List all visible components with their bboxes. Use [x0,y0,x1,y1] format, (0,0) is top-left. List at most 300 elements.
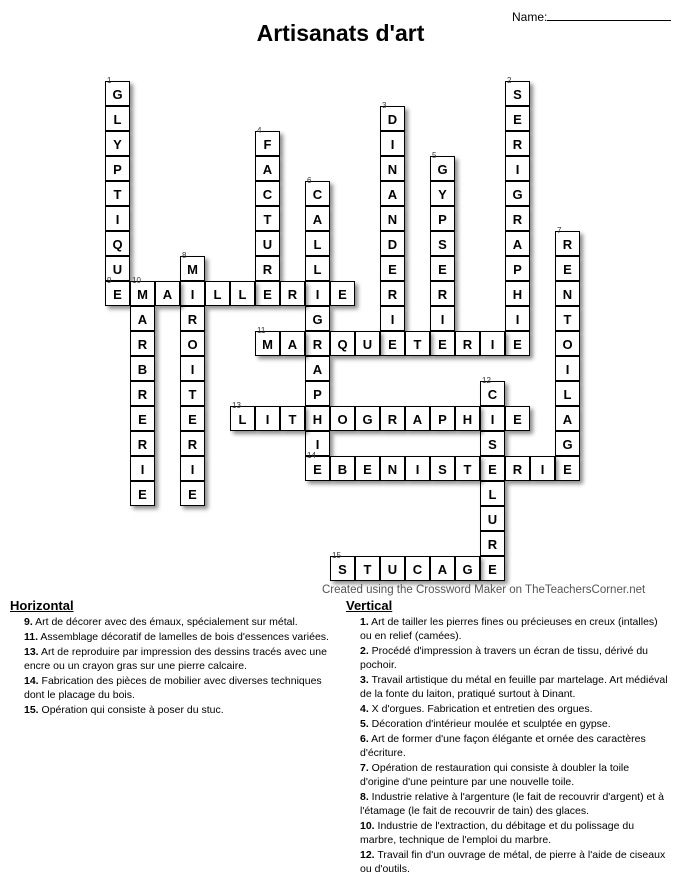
clue-number: 13 [232,401,241,410]
grid-cell[interactable] [130,431,155,456]
grid-cell[interactable] [555,431,580,456]
cell-letter: I [390,312,395,327]
cell-letter: N [387,462,398,477]
cell-letter: H [512,287,523,302]
cell-letter: E [438,337,447,352]
grid-cell[interactable] [480,376,505,406]
cell-letter: A [137,312,148,327]
grid-cell[interactable] [505,281,530,306]
grid-cell[interactable] [555,381,580,406]
cell-letter: R [512,212,523,227]
cell-letter: I [190,287,195,302]
grid-cell[interactable] [305,406,330,431]
clue-text: Travail fin d'un ouvrage de métal, de pierre à l'aide de ciseaux ou d'outils. [360,849,666,875]
cell-letter: G [462,562,473,577]
cell-letter: L [213,287,222,302]
cell-letter: G [437,162,448,177]
grid-cell[interactable] [480,481,505,506]
grid-cell[interactable] [105,76,130,106]
grid-cell[interactable] [255,406,280,431]
cell-letter: A [287,337,298,352]
down-clue [346,732,671,760]
clue-number: 8 [182,251,187,260]
clue-text: Art de tailler les pierres fines ou précieuses en creux (intalles) ou en relief (camées). [360,616,658,642]
grid-cell[interactable] [380,181,405,206]
grid-cell[interactable] [330,406,355,431]
clue-number: 1. [360,616,369,628]
cell-letter: E [138,487,147,502]
grid-cell[interactable] [255,156,280,181]
grid-cell[interactable] [330,331,355,356]
grid-cell[interactable] [480,406,505,431]
clue-text: Industrie de l'extraction, du débitage et du polissage du marbre, technique de l'emploi du marbre. [360,820,635,846]
grid-cell[interactable] [405,556,430,581]
grid-cell[interactable] [305,331,330,356]
clue-number: 9. [24,616,33,628]
cell-letter: R [512,137,523,152]
cell-letter: A [512,237,523,252]
cell-letter: L [313,237,322,252]
cell-letter: U [387,562,398,577]
clue-text: X d'orgues. Fabrication et entretien des orgues. [368,703,593,715]
cell-letter: E [513,412,522,427]
grid-cell[interactable] [305,381,330,406]
cell-letter: R [562,237,573,252]
cell-letter: F [263,137,272,152]
grid-cell[interactable] [230,401,255,431]
down-clue-list [346,615,671,876]
cell-letter: P [438,412,447,427]
grid-cell[interactable] [380,556,405,581]
cell-letter: N [562,287,573,302]
grid-cell[interactable] [255,231,280,256]
cell-letter: O [337,412,348,427]
clue-number: 12 [482,376,491,385]
cell-letter: I [440,312,445,327]
cell-letter: C [412,562,423,577]
cell-letter: C [487,387,498,402]
cell-letter: I [515,312,520,327]
cell-letter: R [137,387,148,402]
grid-cell[interactable] [430,256,455,281]
cell-letter: G [362,412,373,427]
grid-cell[interactable] [555,356,580,381]
across-clue [10,645,335,673]
grid-cell[interactable] [430,181,455,206]
grid-cell[interactable] [255,326,280,356]
grid-cell[interactable] [405,456,430,481]
clue-number: 5 [432,151,437,160]
grid-cell[interactable] [430,556,455,581]
down-clue [346,702,671,716]
cell-letter: R [487,537,498,552]
grid-cell[interactable] [480,331,505,356]
grid-cell[interactable] [105,231,130,256]
clue-number: 10. [360,820,375,832]
cell-letter: P [113,162,122,177]
grid-cell[interactable] [280,406,305,431]
cell-letter: S [513,87,522,102]
grid-cell[interactable] [305,206,330,231]
grid-cell[interactable] [405,331,430,356]
grid-cell[interactable] [505,331,530,356]
cell-letter: B [337,462,348,477]
grid-cell[interactable] [105,156,130,181]
grid-cell[interactable] [305,281,330,306]
grid-cell[interactable] [380,231,405,256]
grid-cell[interactable] [255,206,280,231]
grid-cell[interactable] [555,281,580,306]
cell-letter: T [288,412,297,427]
grid-cell[interactable] [380,206,405,231]
cell-letter: E [488,562,497,577]
cell-letter: T [463,462,472,477]
down-clue [346,717,671,731]
grid-cell[interactable] [255,126,280,156]
grid-cell[interactable] [505,156,530,181]
cell-letter: E [363,462,372,477]
cell-letter: G [562,437,573,452]
grid-cell[interactable] [130,306,155,331]
cell-letter: I [190,462,195,477]
clue-number: 15 [332,551,341,560]
clue-number: 7 [557,226,562,235]
clue-number: 11. [24,631,39,643]
cell-letter: H [312,412,323,427]
grid-cell[interactable] [430,331,455,356]
cell-letter: R [187,312,198,327]
across-clues [10,599,335,718]
across-clue [10,615,335,629]
grid-cell[interactable] [305,306,330,331]
clue-number: 6 [307,176,312,185]
cell-letter: D [387,112,398,127]
clue-number: 5. [360,718,369,730]
grid-cell[interactable] [180,481,205,506]
grid-cell[interactable] [355,556,380,581]
grid-cell[interactable] [430,206,455,231]
grid-cell[interactable] [305,451,330,481]
cell-letter: A [312,362,323,377]
grid-cell[interactable] [455,331,480,356]
clue-number: 2 [507,76,512,85]
grid-cell[interactable] [180,456,205,481]
grid-cell[interactable] [430,456,455,481]
cell-letter: A [162,287,173,302]
cell-letter: L [313,262,322,277]
grid-cell[interactable] [355,331,380,356]
grid-cell[interactable] [130,381,155,406]
grid-cell[interactable] [180,406,205,431]
cell-letter: O [562,337,573,352]
grid-cell[interactable] [180,356,205,381]
grid-cell[interactable] [505,76,530,106]
cell-letter: R [512,462,523,477]
credit-text: Created using the Crossword Maker on TheTeachersCorner.net [322,584,646,596]
cell-letter: Y [113,137,122,152]
grid-cell[interactable] [555,406,580,431]
clue-text: Art de décorer avec des émaux, spécialement sur métal. [32,616,298,628]
grid-cell[interactable] [380,256,405,281]
clue-number: 7. [360,762,369,774]
cell-letter: H [462,412,473,427]
cell-letter: R [287,287,298,302]
clue-text: Fabrication des pièces de mobilier avec diverses techniques dont le placage du bois. [24,675,322,701]
cell-letter: E [188,412,197,427]
cell-letter: E [138,412,147,427]
cell-letter: O [187,337,198,352]
clue-number: 10 [132,276,141,285]
grid-cell[interactable] [155,281,180,306]
name-label: Name: [512,10,548,24]
across-clue-list [10,615,335,717]
cell-letter: I [515,162,520,177]
grid-cell[interactable] [430,231,455,256]
cell-letter: E [563,262,572,277]
across-clue [10,674,335,702]
clue-text: Opération de restauration qui consiste à doubler la toile d'origine d'une peinture par une nouvelle toile. [360,762,630,788]
cell-letter: N [387,212,398,227]
grid-cell[interactable] [105,206,130,231]
grid-cell[interactable] [380,331,405,356]
grid-cell[interactable] [505,231,530,256]
cell-letter: S [438,237,447,252]
grid-cell[interactable] [180,331,205,356]
grid-cell[interactable] [330,456,355,481]
grid-cell[interactable] [230,281,255,306]
grid-cell[interactable] [405,406,430,431]
cell-letter: A [312,212,323,227]
grid-cell[interactable] [380,406,405,431]
grid-cell[interactable] [180,431,205,456]
grid-cell[interactable] [105,276,130,306]
cell-letter: R [462,337,473,352]
clue-number: 6. [360,733,369,745]
cell-letter: A [437,562,448,577]
cell-letter: U [112,262,123,277]
cell-letter: T [263,212,272,227]
cell-letter: I [565,362,570,377]
clue-text: Art de reproduire par impression des dessins tracés avec une encre ou un crayon gras sur une pierre calcaire. [24,646,327,672]
grid-cell[interactable] [505,456,530,481]
clue-text: Décoration d'intérieur moulée et sculptée en gypse. [368,718,611,730]
cell-letter: Y [438,187,447,202]
cell-letter: T [563,312,572,327]
cell-letter: R [437,287,448,302]
cell-letter: E [188,487,197,502]
cell-letter: U [487,512,498,527]
cell-letter: E [438,262,447,277]
grid-cell[interactable] [505,131,530,156]
grid-cell[interactable] [505,106,530,131]
down-clue [346,819,671,847]
clue-number: 4 [257,126,262,135]
cell-letter: I [490,337,495,352]
grid-cell[interactable] [180,381,205,406]
clue-number: 1 [107,76,112,85]
clue-number: 13. [24,646,39,658]
clue-text: Travail artistique du métal en feuille par martelage. Art médiéval de la fonte du laiton, pratiqué surtout à Dinant. [360,674,668,700]
cell-letter: T [363,562,372,577]
cell-letter: I [315,287,320,302]
cell-letter: R [187,437,198,452]
grid-cell[interactable] [130,406,155,431]
grid-cell[interactable] [455,556,480,581]
grid-cell[interactable] [380,101,405,131]
cell-letter: U [262,237,273,252]
grid-cell[interactable] [555,256,580,281]
across-clue [10,630,335,644]
cell-letter: I [115,212,120,227]
cell-letter: E [263,287,272,302]
grid-cell[interactable] [380,131,405,156]
cell-letter: P [313,387,322,402]
grid-cell[interactable] [505,206,530,231]
cell-letter: L [113,112,122,127]
grid-cell[interactable] [180,251,205,281]
clue-number: 14 [307,451,316,460]
grid-cell[interactable] [255,256,280,281]
clue-text: Art de former d'une façon élégante et ornée des caractères d'écriture. [360,733,646,759]
grid-cell[interactable] [105,181,130,206]
grid-cell[interactable] [355,406,380,431]
cell-letter: S [338,562,347,577]
clue-number: 9 [107,276,112,285]
cell-letter: M [187,262,198,277]
grid-cell[interactable] [130,276,155,306]
grid-cell[interactable] [180,306,205,331]
cell-letter: P [438,212,447,227]
cell-letter: S [488,437,497,452]
cell-letter: E [513,337,522,352]
grid-cell[interactable] [505,306,530,331]
grid-cell[interactable] [305,176,330,206]
grid-cell[interactable] [355,456,380,481]
grid-cell[interactable] [380,306,405,331]
grid-cell[interactable] [505,256,530,281]
grid-cell[interactable] [305,231,330,256]
cell-letter: T [188,387,197,402]
grid-cell[interactable] [380,156,405,181]
cell-letter: R [387,287,398,302]
clue-text: Assemblage décoratif de lamelles de bois d'essences variées. [38,631,329,643]
grid-cell[interactable] [280,331,305,356]
cell-letter: S [438,462,447,477]
cell-letter: L [238,287,247,302]
cell-letter: C [262,187,273,202]
cell-letter: I [265,412,270,427]
grid-cell[interactable] [205,281,230,306]
clue-number: 12. [360,849,375,861]
cell-letter: A [387,187,398,202]
grid-cell[interactable] [380,456,405,481]
grid-cell[interactable] [555,456,580,481]
grid-cell[interactable] [480,456,505,481]
grid-cell[interactable] [130,356,155,381]
grid-cell[interactable] [530,456,555,481]
cell-letter: G [512,187,523,202]
clue-number: 8. [360,791,369,803]
grid-cell[interactable] [430,151,455,181]
cell-letter: E [388,262,397,277]
cell-letter: D [387,237,398,252]
cell-letter: E [338,287,347,302]
clue-number: 4. [360,703,369,715]
grid-cell[interactable] [330,281,355,306]
down-clue [346,761,671,789]
grid-cell[interactable] [130,481,155,506]
across-heading: Horizontal [10,598,74,613]
grid-cell[interactable] [330,551,355,581]
grid-cell[interactable] [105,131,130,156]
grid-cell[interactable] [105,106,130,131]
grid-cell[interactable] [455,456,480,481]
down-clue [346,790,671,818]
cell-letter: A [262,162,273,177]
down-clue [346,615,671,643]
grid-cell[interactable] [505,406,530,431]
grid-cell[interactable] [430,406,455,431]
clue-text: Procédé d'impression à travers un écran de tissu, dérivé du pochoir. [360,645,648,671]
cell-letter: I [190,362,195,377]
cell-letter: B [137,362,148,377]
clue-number: 14. [24,675,39,687]
grid-cell[interactable] [280,281,305,306]
down-clues [346,599,671,877]
grid-cell[interactable] [255,181,280,206]
cell-letter: N [387,162,398,177]
grid-cell[interactable] [480,556,505,581]
grid-cell[interactable] [305,256,330,281]
grid-cell[interactable] [555,306,580,331]
page-title: Artisanats d'art [256,20,425,46]
cell-letter: R [387,412,398,427]
cell-letter: L [238,412,247,427]
grid-cell[interactable] [555,331,580,356]
cell-letter: Q [112,237,123,252]
cell-letter: A [412,412,423,427]
cell-letter: I [315,437,320,452]
grid-cell[interactable] [180,281,205,306]
cell-letter: T [113,187,122,202]
cell-letter: E [563,462,572,477]
grid-cell[interactable] [430,306,455,331]
grid-cell[interactable] [505,181,530,206]
cell-letter: G [312,312,323,327]
cell-letter: E [313,462,322,477]
grid-cell[interactable] [455,406,480,431]
cell-letter: E [113,287,122,302]
grid-cell[interactable] [255,281,280,306]
grid-cell[interactable] [130,456,155,481]
grid-cell[interactable] [305,356,330,381]
cell-letter: R [137,437,148,452]
grid-cell[interactable] [480,506,505,531]
grid-cell[interactable] [430,281,455,306]
cell-letter: I [140,462,145,477]
cell-letter: U [362,337,373,352]
cell-letter: I [390,137,395,152]
grid-cell[interactable] [380,281,405,306]
cell-letter: M [137,287,148,302]
grid-cell[interactable] [130,331,155,356]
cell-letter: C [312,187,323,202]
grid-cell[interactable] [480,531,505,556]
cell-letter: E [513,112,522,127]
grid-cell[interactable] [480,431,505,456]
grid-cell[interactable] [555,226,580,256]
cell-letter: I [540,462,545,477]
